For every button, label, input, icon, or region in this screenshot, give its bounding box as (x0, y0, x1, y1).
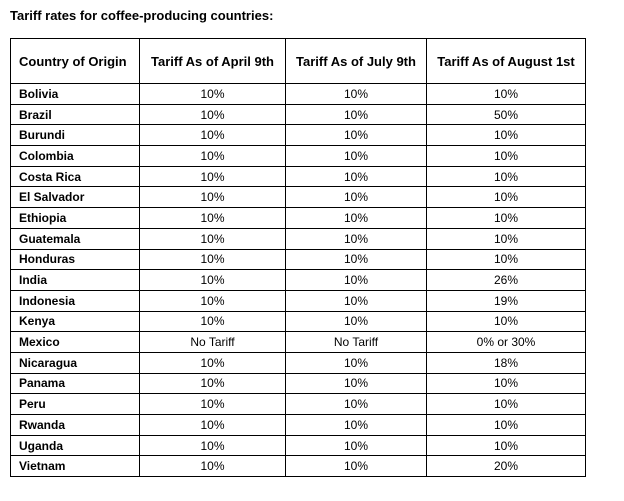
tariff-august-cell: 10% (427, 228, 586, 249)
table-row (11, 166, 586, 187)
tariff-july-cell: 10% (286, 146, 427, 167)
header-tariff-april-9th: Tariff As of April 9th (140, 39, 286, 84)
tariff-july-cell: 10% (286, 415, 427, 436)
country-cell: Ethiopia (11, 208, 140, 229)
country-cell: Burundi (11, 125, 140, 146)
tariff-july-cell: 10% (286, 352, 427, 373)
tariff-july-cell: 10% (286, 84, 427, 105)
tariff-april-cell: 10% (140, 146, 286, 167)
table-row (11, 84, 586, 105)
tariff-august-cell: 10% (427, 146, 586, 167)
tariff-july-cell: 10% (286, 125, 427, 146)
tariff-august-cell: 10% (427, 125, 586, 146)
tariff-april-cell: 10% (140, 373, 286, 394)
country-cell: Indonesia (11, 290, 140, 311)
tariff-august-cell: 50% (427, 104, 586, 125)
table-row (11, 435, 586, 456)
tariff-july-cell: 10% (286, 249, 427, 270)
country-cell: India (11, 270, 140, 291)
header-tariff-july-9th: Tariff As of July 9th (286, 39, 427, 84)
tariff-august-cell: 10% (427, 84, 586, 105)
tariff-july-cell: 10% (286, 456, 427, 477)
country-cell: Honduras (11, 249, 140, 270)
header-country-of-origin: Country of Origin (11, 39, 140, 84)
header-tariff-august-1st: Tariff As of August 1st (427, 39, 586, 84)
table-row (11, 394, 586, 415)
table-row (11, 332, 586, 353)
country-cell: Vietnam (11, 456, 140, 477)
tariff-july-cell: 10% (286, 104, 427, 125)
tariff-july-cell: 10% (286, 208, 427, 229)
country-cell: Peru (11, 394, 140, 415)
tariff-july-cell: No Tariff (286, 332, 427, 353)
tariff-july-cell: 10% (286, 290, 427, 311)
tariff-april-cell: 10% (140, 456, 286, 477)
tariff-april-cell: 10% (140, 228, 286, 249)
tariff-april-cell: 10% (140, 249, 286, 270)
tariff-august-cell: 10% (427, 208, 586, 229)
table-row (11, 373, 586, 394)
tariff-august-cell: 20% (427, 456, 586, 477)
tariff-july-cell: 10% (286, 394, 427, 415)
tariff-august-cell: 26% (427, 270, 586, 291)
table-row (11, 415, 586, 436)
tariff-april-cell: 10% (140, 84, 286, 105)
country-cell: El Salvador (11, 187, 140, 208)
tariff-april-cell: 10% (140, 125, 286, 146)
table-row (11, 249, 586, 270)
tariff-august-cell: 10% (427, 435, 586, 456)
tariff-april-cell: 10% (140, 290, 286, 311)
tariff-april-cell: No Tariff (140, 332, 286, 353)
table-header-row (11, 39, 586, 84)
tariff-august-cell: 10% (427, 394, 586, 415)
country-cell: Brazil (11, 104, 140, 125)
tariff-april-cell: 10% (140, 187, 286, 208)
tariff-august-cell: 10% (427, 166, 586, 187)
country-cell: Nicaragua (11, 352, 140, 373)
country-cell: Panama (11, 373, 140, 394)
country-cell: Costa Rica (11, 166, 140, 187)
tariff-august-cell: 10% (427, 187, 586, 208)
country-cell: Rwanda (11, 415, 140, 436)
tariff-july-cell: 10% (286, 435, 427, 456)
tariff-april-cell: 10% (140, 435, 286, 456)
tariff-august-cell: 0% or 30% (427, 332, 586, 353)
tariff-july-cell: 10% (286, 373, 427, 394)
tariff-table-body (11, 84, 586, 477)
tariff-july-cell: 10% (286, 270, 427, 291)
tariff-august-cell: 10% (427, 249, 586, 270)
table-row (11, 146, 586, 167)
page-title: Tariff rates for coffee-producing countries: (10, 8, 274, 23)
tariff-table (10, 38, 586, 477)
table-row (11, 352, 586, 373)
table-row (11, 270, 586, 291)
table-row (11, 456, 586, 477)
tariff-july-cell: 10% (286, 187, 427, 208)
country-cell: Guatemala (11, 228, 140, 249)
table-row (11, 187, 586, 208)
tariff-august-cell: 10% (427, 373, 586, 394)
tariff-august-cell: 10% (427, 415, 586, 436)
tariff-july-cell: 10% (286, 166, 427, 187)
country-cell: Bolivia (11, 84, 140, 105)
table-row (11, 208, 586, 229)
table-row (11, 290, 586, 311)
tariff-july-cell: 10% (286, 228, 427, 249)
tariff-april-cell: 10% (140, 208, 286, 229)
tariff-april-cell: 10% (140, 270, 286, 291)
tariff-april-cell: 10% (140, 104, 286, 125)
tariff-april-cell: 10% (140, 166, 286, 187)
country-cell: Kenya (11, 311, 140, 332)
table-row (11, 228, 586, 249)
tariff-april-cell: 10% (140, 352, 286, 373)
country-cell: Uganda (11, 435, 140, 456)
tariff-july-cell: 10% (286, 311, 427, 332)
tariff-april-cell: 10% (140, 394, 286, 415)
table-row (11, 125, 586, 146)
tariff-august-cell: 18% (427, 352, 586, 373)
country-cell: Colombia (11, 146, 140, 167)
tariff-april-cell: 10% (140, 415, 286, 436)
tariff-august-cell: 19% (427, 290, 586, 311)
table-row (11, 311, 586, 332)
country-cell: Mexico (11, 332, 140, 353)
tariff-april-cell: 10% (140, 311, 286, 332)
tariff-august-cell: 10% (427, 311, 586, 332)
table-row (11, 104, 586, 125)
